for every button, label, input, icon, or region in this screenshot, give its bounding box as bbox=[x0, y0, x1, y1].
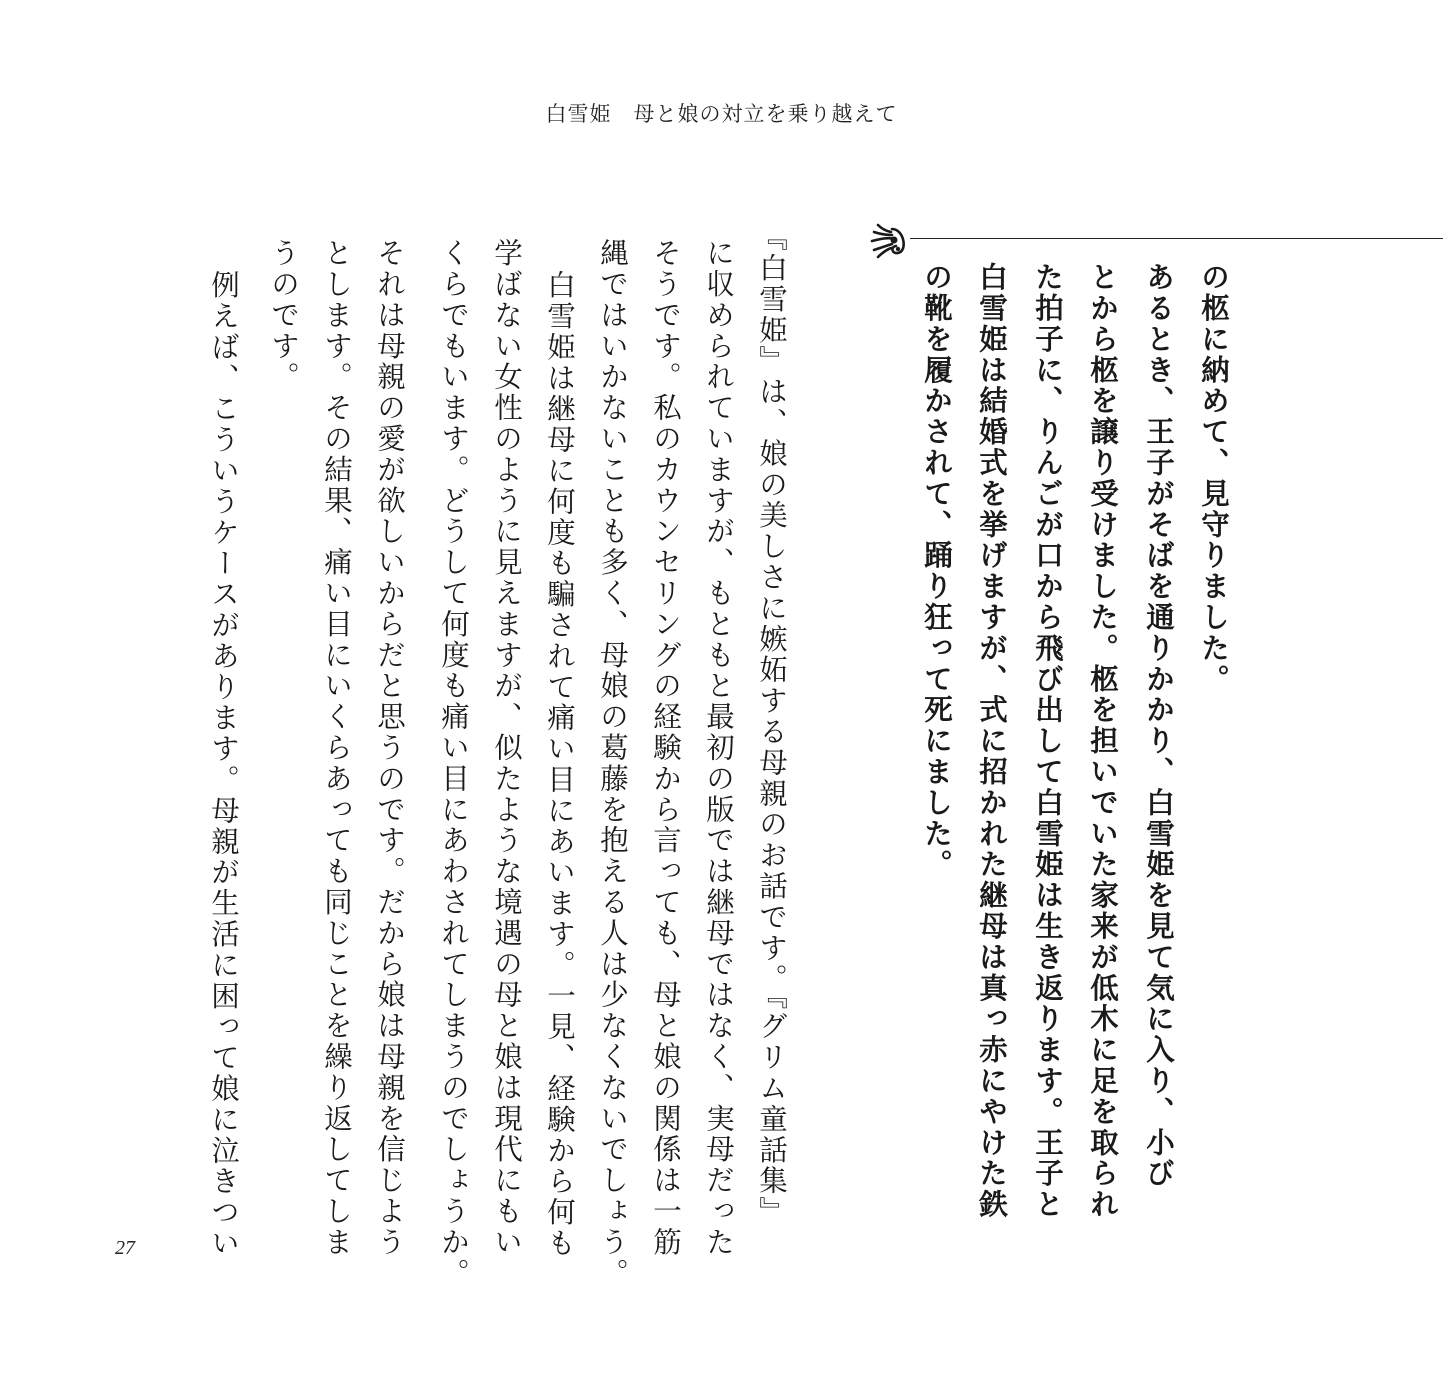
body-text-column: うのです。 bbox=[267, 238, 300, 393]
body-text-column: 例えば、こういうケースがあります。母親が生活に困って娘に泣きつい bbox=[207, 270, 240, 1259]
body-text-column: それは母親の愛が欲しいからだと思うのです。だから娘は母親を信じよう bbox=[373, 238, 406, 1258]
body-text-column: に収められていますが、もともと最初の版では継母ではなく、実母だった bbox=[702, 238, 735, 1258]
body-text-column: 縄ではいかないことも多く、母娘の葛藤を抱える人は少なくないでしょう。 bbox=[596, 238, 629, 1289]
upper-text-column: あるとき、王子がそばを通りかかり、白雪姫を見て気に入り、小び bbox=[1142, 262, 1175, 1189]
body-text-column: くらでもいます。どうして何度も痛い目にあわされてしまうのでしょうか。 bbox=[437, 238, 470, 1289]
body-text-column: とします。その結果、痛い目にいくらあっても同じことを繰り返してしま bbox=[320, 238, 353, 1258]
body-text-column: 学ばない女性のように見えますが、似たような境遇の母と娘は現代にもい bbox=[490, 238, 523, 1258]
upper-text-column: の靴を履かされて、踊り狂って死にました。 bbox=[920, 262, 953, 880]
page-number: 27 bbox=[115, 1237, 135, 1259]
upper-text-column: 白雪姫は結婚式を挙げますが、式に招かれた継母は真っ赤にやけた鉄 bbox=[975, 262, 1008, 1220]
upper-text-column: た拍子に、りんごが口から飛び出して白雪姫は生き返ります。王子と bbox=[1031, 262, 1064, 1220]
body-text-column: 『白雪姫』は、娘の美しさに嫉妬する母親のお話です。『グリム童話集』 bbox=[755, 222, 788, 1228]
running-header: 白雪姫 母と娘の対立を乗り越えて bbox=[545, 102, 898, 126]
upper-text-column: の柩に納めて、見守りました。 bbox=[1197, 262, 1230, 695]
section-divider-rule bbox=[910, 238, 1443, 239]
body-text-column: そうです。私のカウンセリングの経験から言っても、母と娘の関係は一筋 bbox=[649, 238, 682, 1258]
body-text-column: 白雪姫は継母に何度も騙されて痛い目にあいます。一見、経験から何も bbox=[543, 270, 576, 1259]
flourish-ornament-icon bbox=[866, 219, 912, 265]
upper-text-column: とから柩を譲り受けました。柩を担いでいた家来が低木に足を取られ bbox=[1086, 262, 1119, 1220]
